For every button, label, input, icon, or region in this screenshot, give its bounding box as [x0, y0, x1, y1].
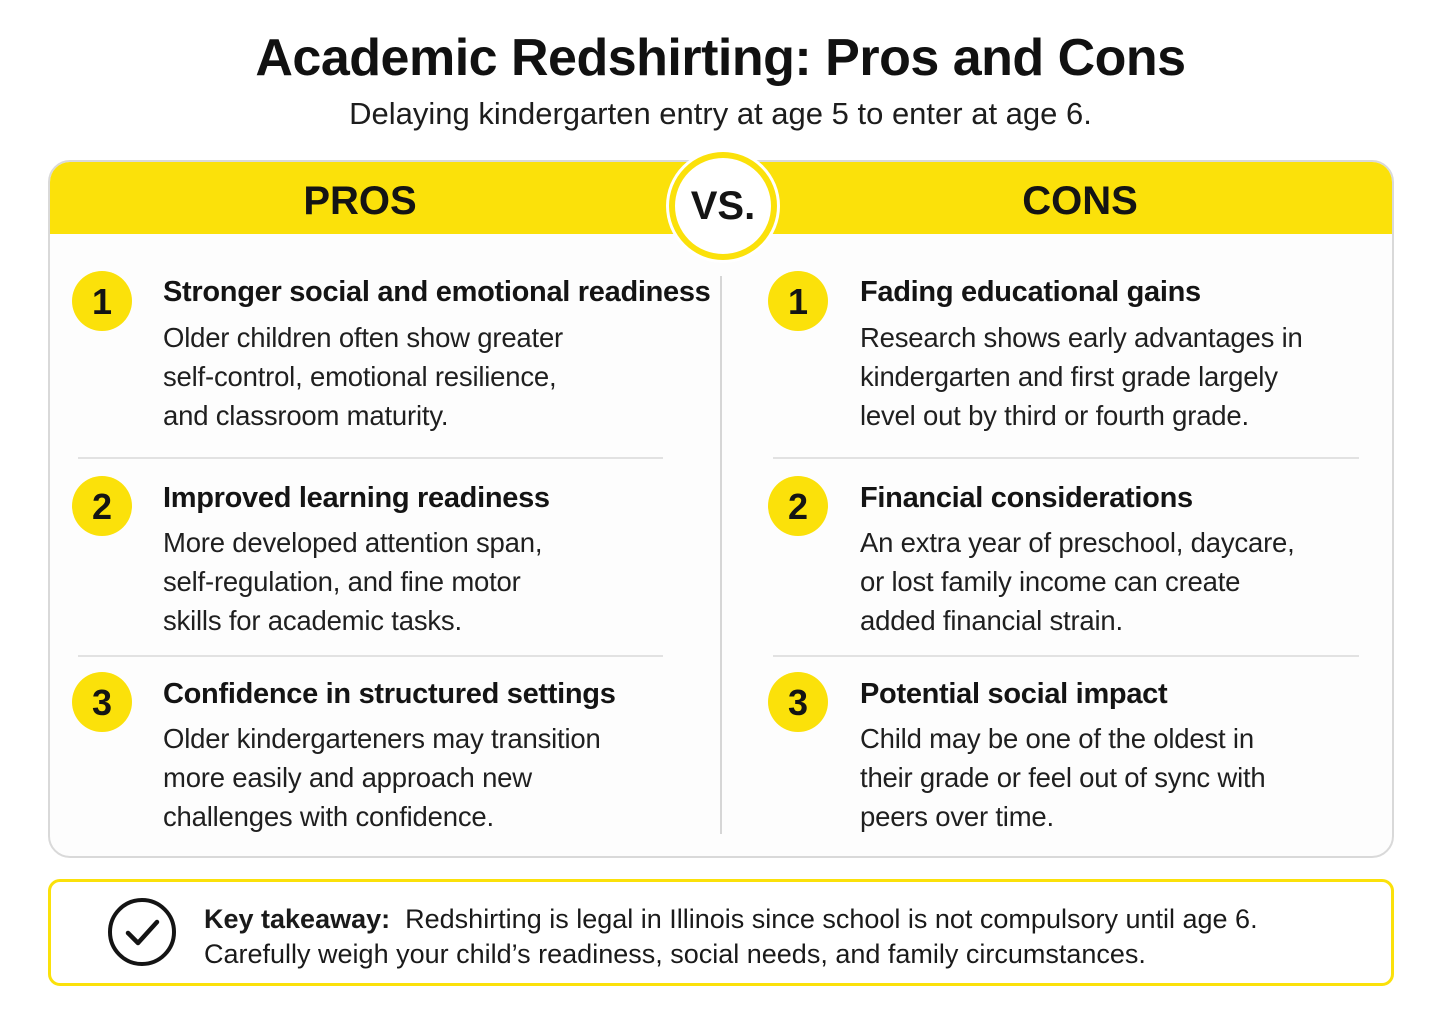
cons-number-1: 1 [768, 271, 828, 331]
pros-number-3: 3 [72, 672, 132, 732]
cons-item-3-line-2: their grade or feel out of sync with [860, 762, 1266, 793]
cons-item-3-body [860, 719, 1330, 836]
pros-number-1: 1 [72, 271, 132, 331]
pros-item-1-body [163, 318, 633, 435]
vs-badge: VS. [669, 152, 777, 260]
pros-item-2-body [163, 523, 633, 640]
pros-item-1-title: Stronger social and emotional readiness [163, 276, 711, 308]
cons-number-2: 2 [768, 476, 828, 536]
cons-item-1-title: Fading educational gains [860, 276, 1201, 308]
pros-item-3-title: Confidence in structured settings [163, 678, 616, 710]
takeaway-line-2: Carefully weigh your child’s readiness, social needs, and family circumstances. [204, 939, 1146, 969]
takeaway-line-1-text: Redshirting is legal in Illinois since school is not compulsory until age 6. [405, 904, 1258, 934]
pros-heading: PROS [303, 179, 417, 223]
takeaway-line-1 [204, 902, 1354, 937]
cons-number-3: 3 [768, 672, 828, 732]
pros-row-separator-2 [78, 655, 663, 657]
pros-item-2-title: Improved learning readiness [163, 482, 550, 514]
cons-item-2-body [860, 523, 1330, 640]
pros-item-1-line-3: and classroom maturity. [163, 400, 449, 431]
cons-item-1-line-2: kindergarten and first grade largely [860, 361, 1278, 392]
check-circle-icon [107, 897, 177, 967]
cons-item-2-line-1: An extra year of preschool, daycare, [860, 527, 1295, 558]
pros-row-separator-1 [78, 457, 663, 459]
cons-item-3-title: Potential social impact [860, 678, 1168, 710]
cons-item-2-line-2: or lost family income can create [860, 566, 1241, 597]
takeaway-text [204, 902, 1354, 972]
pros-number-2: 2 [72, 476, 132, 536]
takeaway-label: Key takeaway: [204, 904, 391, 934]
cons-item-2-line-3: added financial strain. [860, 605, 1123, 636]
cons-item-3-line-1: Child may be one of the oldest in [860, 723, 1254, 754]
pros-item-3-line-3: challenges with confidence. [163, 801, 494, 832]
pros-item-3-line-1: Older kindergarteners may transition [163, 723, 601, 754]
cons-item-1-line-3: level out by third or fourth grade. [860, 400, 1249, 431]
page-title: Academic Redshirting: Pros and Cons [255, 29, 1186, 87]
cons-row-separator-1 [773, 457, 1359, 459]
pros-item-3-body [163, 719, 633, 836]
pros-item-3-line-2: more easily and approach new [163, 762, 532, 793]
page-subtitle: Delaying kindergarten entry at age 5 to enter at age 6. [349, 96, 1092, 131]
pros-item-2-line-1: More developed attention span, [163, 527, 543, 558]
pros-item-1-line-1: Older children often show greater [163, 322, 564, 353]
cons-item-1-line-1: Research shows early advantages in [860, 322, 1303, 353]
cons-heading: CONS [1022, 179, 1138, 223]
cons-item-3-line-3: peers over time. [860, 801, 1054, 832]
cons-item-2-title: Financial considerations [860, 482, 1193, 514]
pros-item-2-line-2: self-regulation, and fine motor [163, 566, 521, 597]
cons-item-1-body [860, 318, 1330, 435]
key-takeaway-box [48, 879, 1394, 986]
pros-item-2-line-3: skills for academic tasks. [163, 605, 462, 636]
column-divider [720, 276, 722, 834]
cons-row-separator-2 [773, 655, 1359, 657]
pros-item-1-line-2: self-control, emotional resilience, [163, 361, 557, 392]
